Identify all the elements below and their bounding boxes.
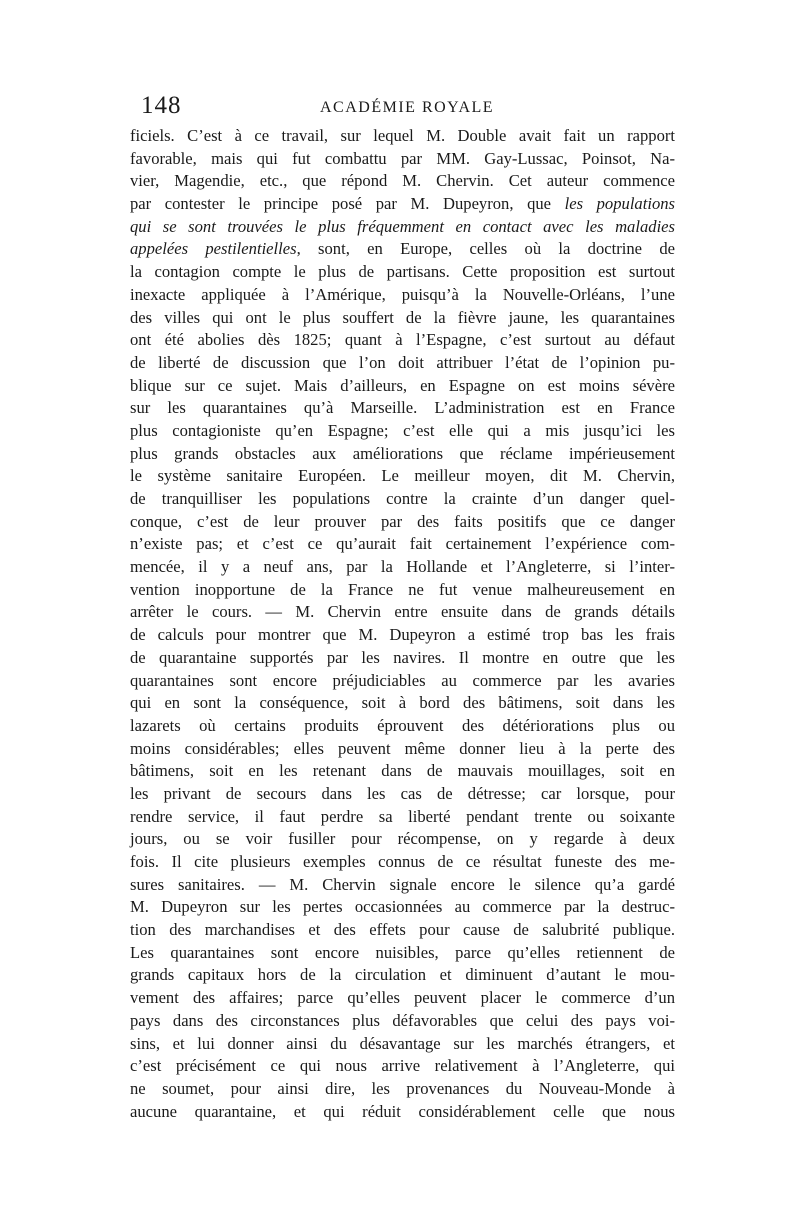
text-segment: quarantaines sont encore préjudiciables au commerce par les avaries — [130, 670, 675, 690]
text-segment: sins, et lui donner ainsi du désavantage sur les marchés étrangers, et — [130, 1033, 675, 1053]
text-line — [130, 193, 675, 216]
text-line — [130, 1010, 675, 1033]
text-segment: vier, Magendie, etc., que répond M. Chervin. Cet auteur commence — [130, 171, 675, 191]
text-segment: inexacte appliquée à l’Amérique, puisqu’à la Nouvelle-Orléans, l’une — [130, 284, 675, 304]
text-segment: pays dans des circonstances plus défavorables que celui des pays voi- — [130, 1010, 675, 1030]
text-segment: plus contagioniste qu’en Espagne; c’est elle qui a mis jusqu’ici les — [130, 420, 675, 440]
text-segment: ne soumet, pour ainsi dire, les provenances du Nouveau-Monde à — [130, 1078, 675, 1098]
text-line — [130, 556, 675, 579]
text-segment: qui en sont la conséquence, soit à bord des bâtimens, soit dans les — [130, 693, 675, 713]
text-segment: sur les quarantaines qu’à Marseille. L’administration est en France — [130, 398, 675, 418]
text-line — [130, 397, 675, 420]
text-segment: rendre service, il faut perdre sa liberté pendant trente ou soixante — [130, 806, 675, 826]
text-segment: plus grands obstacles aux améliorations que réclame impérieusement — [130, 443, 675, 463]
text-line — [130, 420, 675, 443]
text-line — [130, 942, 675, 965]
text-line — [130, 919, 675, 942]
text-segment: de liberté de discussion que l’on doit attribuer l’état de l’opinion pu- — [130, 352, 675, 372]
text-segment: ont été abolies dès 1825; quant à l’Espagne, c’est surtout au défaut — [130, 330, 675, 350]
text-segment: par contester le principe posé par M. Dupeyron, que — [130, 194, 565, 214]
text-line — [130, 624, 675, 647]
text-segment: de calculs pour montrer que M. Dupeyron a estimé trop bas les frais — [130, 625, 675, 645]
text-line — [130, 170, 675, 193]
text-segment: grands capitaux hors de la circulation et diminuent d’autant le mou- — [130, 965, 675, 985]
text-line — [130, 851, 675, 874]
text-segment: jours, ou se voir fusiller pour récompense, on y regarde à deux — [130, 829, 675, 849]
text-segment: vement des affaires; parce qu’elles peuvent placer le commerce d’un — [130, 988, 675, 1008]
text-segment: favorable, mais qui fut combattu par MM. Gay-Lussac, Poinsot, Na- — [130, 148, 675, 168]
text-segment: sures sanitaires. — M. Chervin signale encore le silence qu’a gardé — [130, 874, 675, 894]
text-segment: Les quarantaines sont encore nuisibles, parce qu’elles retiennent de — [130, 942, 675, 962]
text-segment: moins considérables; elles peuvent même donner lieu à la perte des — [130, 738, 675, 758]
italic-text-segment: appelées pestilentielles — [130, 239, 297, 259]
text-line — [130, 511, 675, 534]
italic-text-segment: les populations — [564, 194, 676, 214]
text-line — [130, 964, 675, 987]
text-segment: mencée, il y a neuf ans, par la Hollande et l’Angleterre, si l’inter- — [130, 557, 675, 577]
running-head-title: ACADÉMIE ROYALE — [320, 99, 495, 116]
text-line — [130, 1078, 675, 1101]
text-segment: n’existe pas; et c’est ce qu’aurait fait certainement l’expérience com- — [130, 534, 675, 554]
italic-text-segment: qui se sont trouvées le plus fréquemment en contact avec les maladies — [130, 216, 675, 236]
text-segment: M. Dupeyron sur les pertes occasionnées au commerce par la destruc- — [130, 897, 675, 917]
text-line — [130, 238, 675, 261]
text-line — [130, 352, 675, 375]
text-line — [130, 284, 675, 307]
text-line — [130, 647, 675, 670]
text-line — [130, 738, 675, 761]
text-line — [130, 1101, 675, 1124]
text-line — [130, 1055, 675, 1078]
text-line — [130, 307, 675, 330]
text-segment: tion des marchandises et des effets pour cause de salubrité publique. — [130, 920, 675, 940]
text-segment: blique sur ce sujet. Mais d’ailleurs, en Espagne on est moins sévère — [130, 375, 675, 395]
text-line — [130, 1033, 675, 1056]
text-line — [130, 579, 675, 602]
text-segment: la contagion compte le plus de partisans. Cette proposition est surtout — [130, 262, 675, 282]
text-segment: aucune quarantaine, et qui réduit considérablement celle que nous — [130, 1101, 675, 1121]
text-line — [130, 760, 675, 783]
text-line — [130, 783, 675, 806]
text-segment: arrêter le cours. — M. Chervin entre ensuite dans de grands détails — [130, 602, 675, 622]
text-segment: des villes qui ont le plus souffert de la fièvre jaune, les quarantaines — [130, 307, 675, 327]
text-line — [130, 533, 675, 556]
text-line — [130, 465, 675, 488]
text-line — [130, 874, 675, 897]
text-line — [130, 125, 675, 148]
text-segment: fois. Il cite plusieurs exemples connus de ce résultat funeste des me- — [130, 852, 675, 871]
text-line — [130, 896, 675, 919]
text-segment: c’est précisément ce qui nous arrive relativement à l’Angleterre, qui — [130, 1056, 675, 1076]
text-line — [130, 828, 675, 851]
text-segment: le système sanitaire Européen. Le meilleur moyen, dit M. Chervin, — [130, 466, 675, 486]
text-segment: les privant de secours dans les cas de détresse; car lorsque, pour — [130, 783, 675, 803]
body-text — [130, 125, 675, 1123]
text-line — [130, 806, 675, 829]
page-number: 148 — [141, 92, 182, 119]
text-segment: de tranquilliser les populations contre la crainte d’un danger quel- — [130, 489, 675, 508]
text-line — [130, 670, 675, 693]
text-line — [130, 601, 675, 624]
text-segment: conque, c’est de leur prouver par des faits positifs que ce danger — [130, 511, 675, 531]
text-line — [130, 329, 675, 352]
text-line — [130, 692, 675, 715]
text-line — [130, 375, 675, 398]
text-line — [130, 261, 675, 284]
text-line — [130, 987, 675, 1010]
text-line — [130, 216, 675, 239]
text-line — [130, 443, 675, 466]
text-segment: vention inopportune de la France ne fut venue malheureusement en — [130, 579, 675, 599]
text-segment: de quarantaine supportés par les navires. Il montre en outre que les — [130, 647, 675, 667]
text-line — [130, 488, 675, 511]
text-line — [130, 715, 675, 738]
text-segment: bâtimens, soit en les retenant dans de mauvais mouillages, soit en — [130, 761, 675, 781]
text-segment: , sont, en Europe, celles où la doctrine de — [296, 239, 675, 259]
text-segment: ficiels. C’est à ce travail, sur lequel M. Double avait fait un rapport — [130, 126, 675, 145]
text-line — [130, 148, 675, 171]
text-segment: lazarets où certains produits éprouvent des détériorations plus ou — [130, 715, 675, 735]
running-head — [130, 92, 675, 122]
